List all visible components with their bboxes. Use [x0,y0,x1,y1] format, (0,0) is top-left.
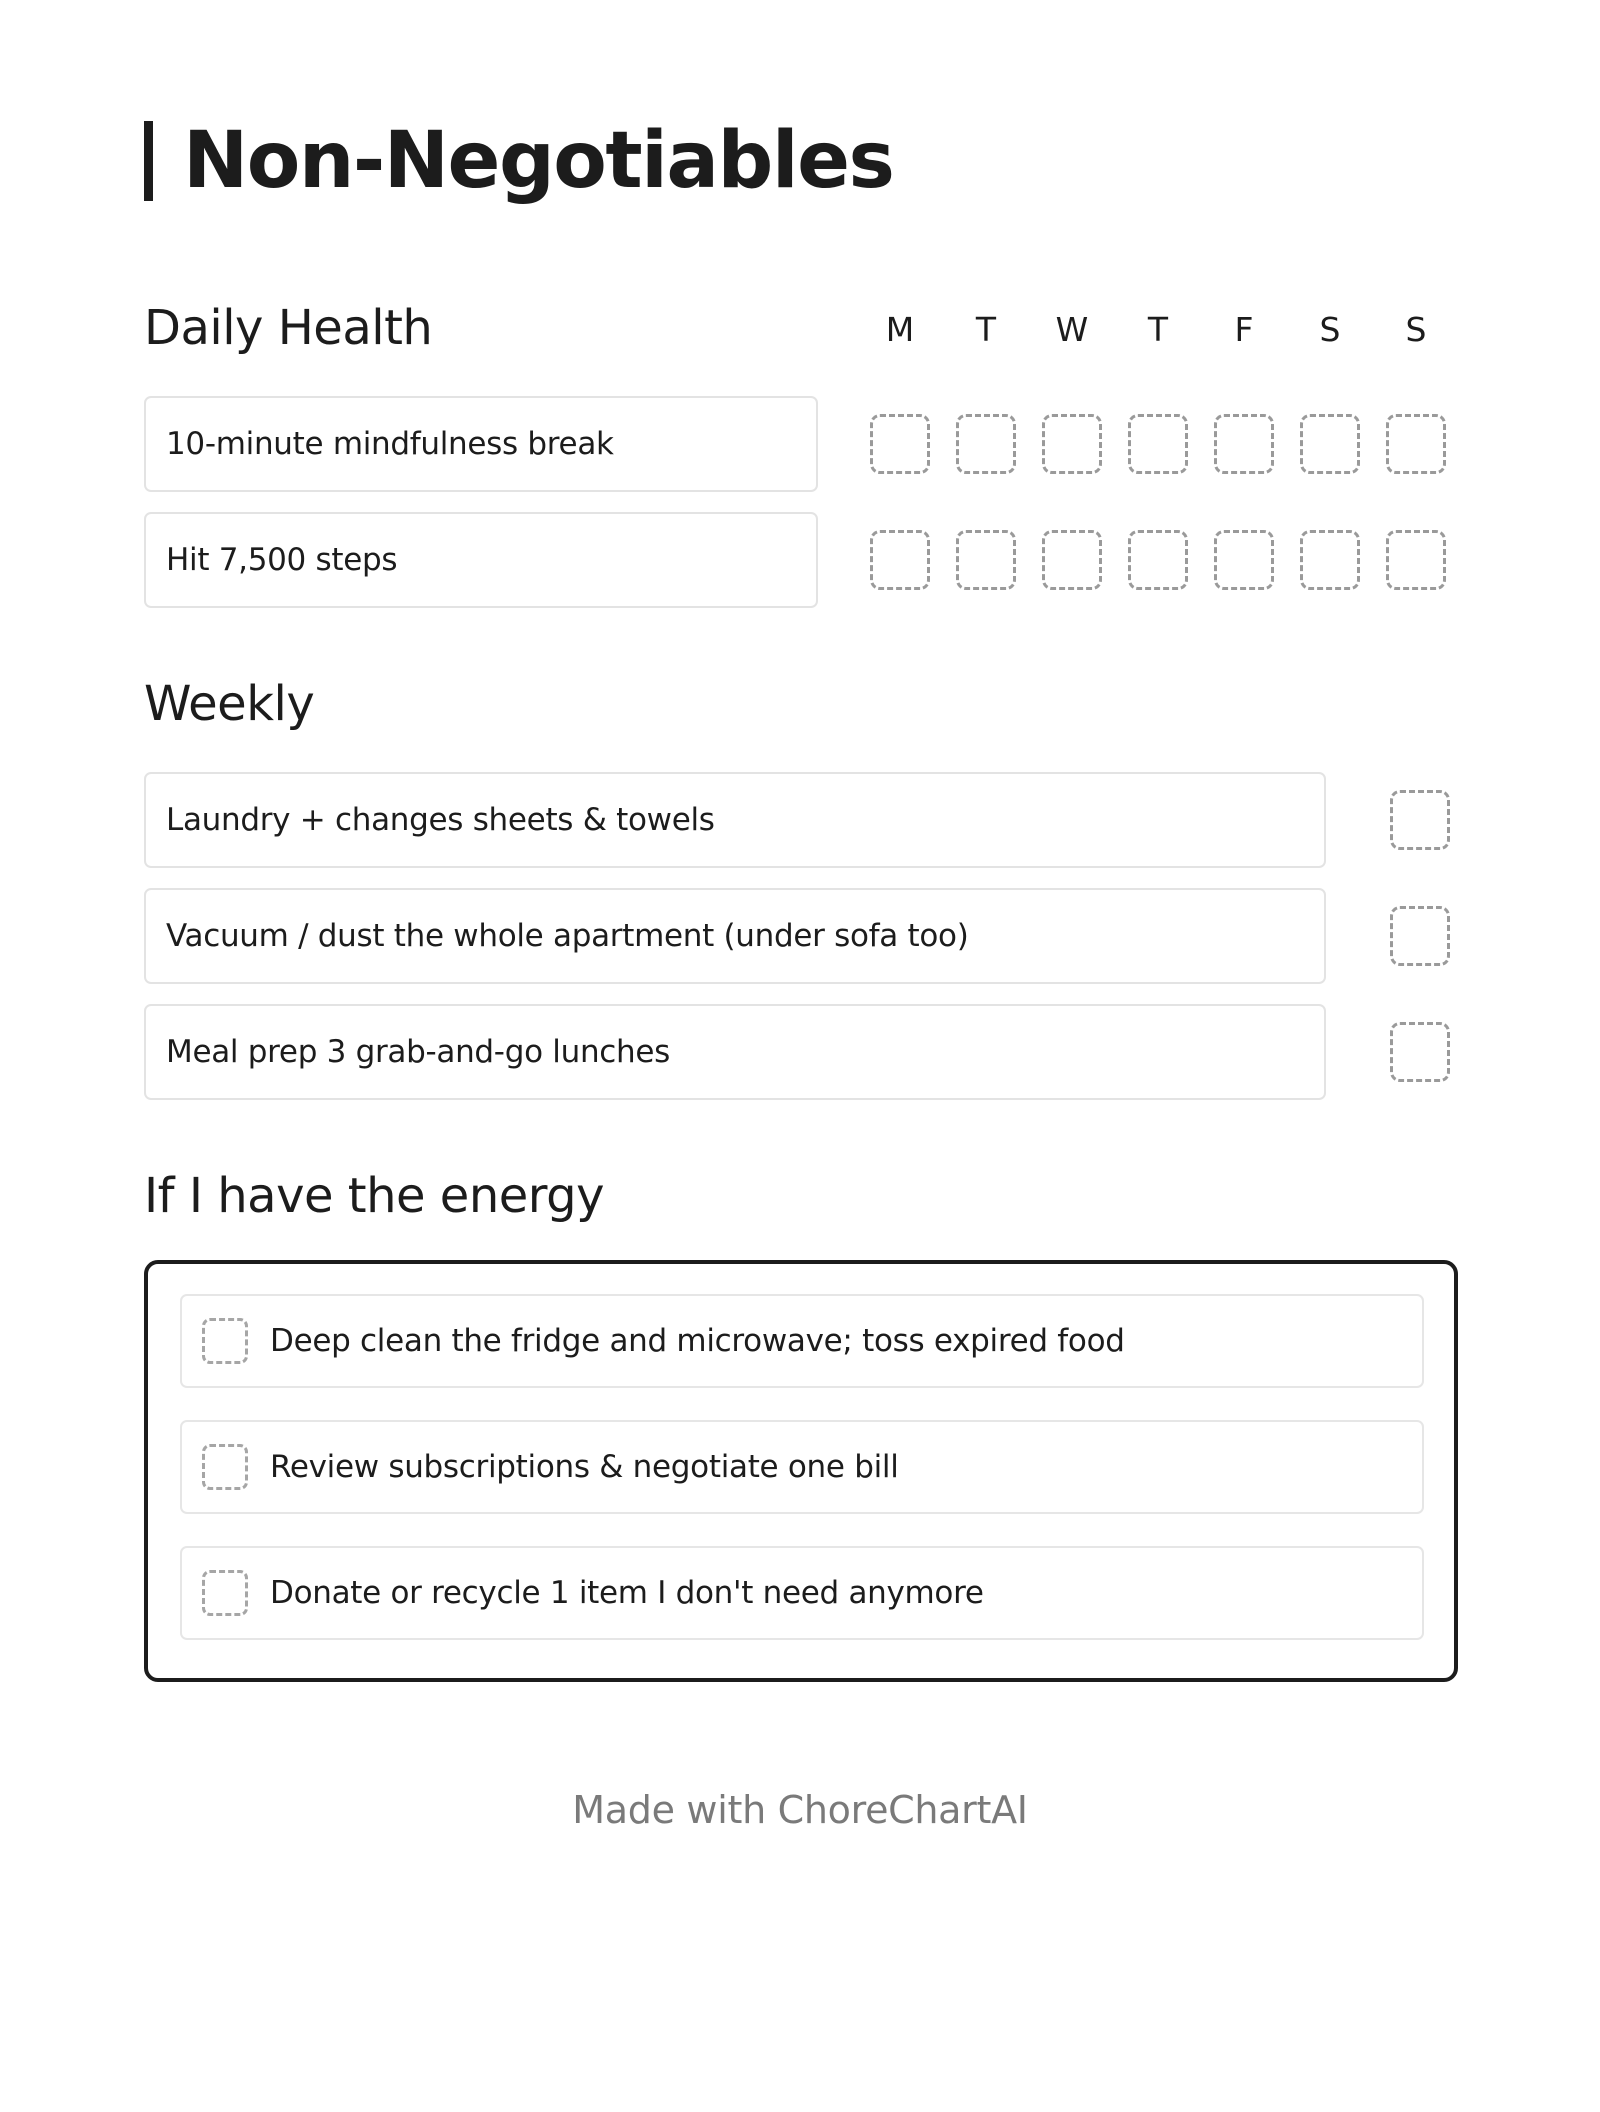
daily-checkbox-tue[interactable] [956,414,1016,474]
energy-checkbox[interactable] [202,1570,248,1616]
weekly-checkbox[interactable] [1390,790,1450,850]
page-title-text: Non-Negotiables [183,116,894,206]
day-label-wed: W [1055,310,1089,349]
weekly-task: Laundry + changes sheets & towels [144,772,1326,868]
energy-task-panel [144,1260,1458,1682]
energy-task-item[interactable] [180,1420,1424,1514]
energy-task-label: Review subscriptions & negotiate one bill [270,1449,899,1485]
day-label-sat: S [1319,310,1341,349]
daily-checkbox-fri[interactable] [1214,530,1274,590]
daily-checkbox-sat[interactable] [1300,530,1360,590]
daily-checkbox-mon[interactable] [870,414,930,474]
weekly-checkbox[interactable] [1390,1022,1450,1082]
title-accent-bar [144,121,153,201]
energy-task-item[interactable] [180,1546,1424,1640]
daily-checkbox-tue[interactable] [956,530,1016,590]
weekly-checkbox[interactable] [1390,906,1450,966]
weekly-task: Meal prep 3 grab-and-go lunches [144,1004,1326,1100]
daily-task: Hit 7,500 steps [144,512,818,608]
footer-credit: Made with ChoreChartAI [572,1788,1028,1832]
daily-checkbox-mon[interactable] [870,530,930,590]
daily-checkbox-wed[interactable] [1042,530,1102,590]
daily-checkbox-fri[interactable] [1214,414,1274,474]
daily-checkbox-thu[interactable] [1128,414,1188,474]
weekly-task: Vacuum / dust the whole apartment (under sofa too) [144,888,1326,984]
daily-checkbox-wed[interactable] [1042,414,1102,474]
day-label-sun: S [1405,310,1427,349]
day-label-mon: M [885,310,915,349]
energy-checkbox[interactable] [202,1318,248,1364]
day-label-fri: F [1234,310,1254,349]
daily-task: 10-minute mindfulness break [144,396,818,492]
day-label-thu: T [1147,310,1169,349]
day-label-tue: T [975,310,997,349]
energy-heading: If I have the energy [144,1168,605,1224]
weekly-heading: Weekly [144,676,315,732]
daily-checkbox-thu[interactable] [1128,530,1188,590]
energy-checkbox[interactable] [202,1444,248,1490]
energy-task-label: Donate or recycle 1 item I don't need anymore [270,1575,984,1611]
daily-health-heading: Daily Health [144,300,433,356]
daily-checkbox-sun[interactable] [1386,414,1446,474]
energy-task-item[interactable] [180,1294,1424,1388]
daily-checkbox-sun[interactable] [1386,530,1446,590]
daily-checkbox-sat[interactable] [1300,414,1360,474]
energy-task-label: Deep clean the fridge and microwave; toss expired food [270,1323,1125,1359]
page-title [144,118,893,204]
